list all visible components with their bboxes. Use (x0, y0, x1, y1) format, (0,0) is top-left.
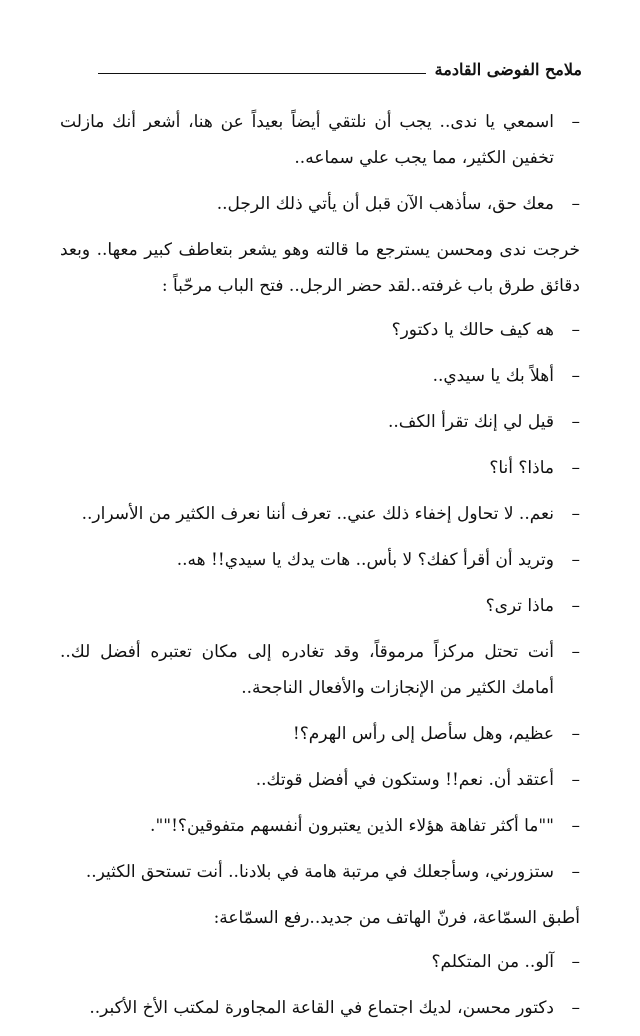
dialogue-text: ""ما أكثر تفاهة هؤلاء الذين يعتبرون أنفسهم متفوقين؟!"". (150, 816, 554, 836)
dialogue-text: أنت تحتل مركزاً مرموقاً، وقد تغادره إلى مكان تعتبره أفضل لك.. أمامك الكثير من الإنجازات والأفعال الناجحة.. (60, 642, 554, 698)
page-body (60, 104, 580, 1036)
dialogue-dash: – (571, 458, 580, 478)
dialogue-line (60, 542, 580, 578)
dialogue-line (60, 358, 580, 394)
dialogue-text: أهلاً بك يا سيدي.. (432, 366, 554, 386)
dialogue-text: ماذا؟ أنا؟ (489, 458, 554, 478)
dialogue-line (60, 450, 580, 486)
header-rule (98, 73, 426, 74)
dialogue-dash: – (571, 770, 580, 790)
dialogue-line (60, 990, 580, 1026)
dialogue-dash: – (571, 194, 580, 214)
dialogue-text: معك حق، سأذهب الآن قبل أن يأتي ذلك الرجل.. (216, 194, 554, 214)
dialogue-dash: – (571, 952, 580, 972)
dialogue-dash: – (571, 596, 580, 616)
dialogue-line (60, 944, 580, 980)
dialogue-text: عظيم، وهل سأصل إلى رأس الهرم؟! (292, 724, 554, 744)
dialogue-line (60, 186, 580, 222)
dialogue-text: آلو.. من المتكلم؟ (431, 952, 554, 972)
dialogue-line (60, 312, 580, 348)
dialogue-line (60, 716, 580, 752)
chapter-title: ملامح الفوضى القادمة (434, 60, 582, 79)
dialogue-dash: – (571, 504, 580, 524)
dialogue-text: أعتقد أن. نعم!! وستكون في أفضل قوتك.. (255, 770, 554, 790)
dialogue-line (60, 762, 580, 798)
dialogue-line (60, 104, 580, 176)
dialogue-line (60, 854, 580, 890)
dialogue-text: ستزورني، وسأجعلك في مرتبة هامة في بلادنا.. أنت تستحق الكثير.. (85, 862, 554, 882)
dialogue-dash: – (571, 412, 580, 432)
dialogue-line (60, 588, 580, 624)
dialogue-text: قيل لي إنك تقرأ الكف.. (387, 412, 554, 432)
narration-paragraph: خرجت ندى ومحسن يسترجع ما قالته وهو يشعر بتعاطف كبير معها.. وبعد دقائق طرق باب غرفته..لقد حضر الرجل.. فتح الباب مرحّباً : (60, 240, 580, 296)
dialogue-dash: – (571, 320, 580, 340)
dialogue-text: ماذا ترى؟ (485, 596, 554, 616)
dialogue-dash: – (571, 862, 580, 882)
narration-paragraph: أطبق السمّاعة، فرنّ الهاتف من جديد..رفع السمّاعة: (213, 908, 580, 928)
dialogue-dash: – (571, 112, 580, 132)
dialogue-line (60, 808, 580, 844)
dialogue-dash: – (571, 998, 580, 1018)
dialogue-line (60, 404, 580, 440)
dialogue-line (60, 496, 580, 532)
dialogue-text: دكتور محسن، لديك اجتماع في القاعة المجاورة لمكتب الأخ الأكبر.. (89, 998, 554, 1018)
dialogue-text: اسمعي يا ندى.. يجب أن نلتقي أيضاً بعيداً عن هنا، أشعر أنك مازلت تخفين الكثير، مما يجب علي سماعه.. (60, 112, 554, 168)
dialogue-dash: – (571, 642, 580, 662)
dialogue-dash: – (571, 724, 580, 744)
dialogue-text: نعم.. لا تحاول إخفاء ذلك عني.. تعرف أننا نعرف الكثير من الأسرار.. (81, 504, 554, 524)
dialogue-text: هه كيف حالك يا دكتور؟ (391, 320, 554, 340)
dialogue-text: وتريد أن أقرأ كفك؟ لا بأس.. هات يدك يا سيدي!! هه.. (176, 550, 554, 570)
dialogue-dash: – (571, 816, 580, 836)
running-header (98, 60, 582, 86)
dialogue-line (60, 634, 580, 706)
dialogue-dash: – (571, 550, 580, 570)
dialogue-dash: – (571, 366, 580, 386)
